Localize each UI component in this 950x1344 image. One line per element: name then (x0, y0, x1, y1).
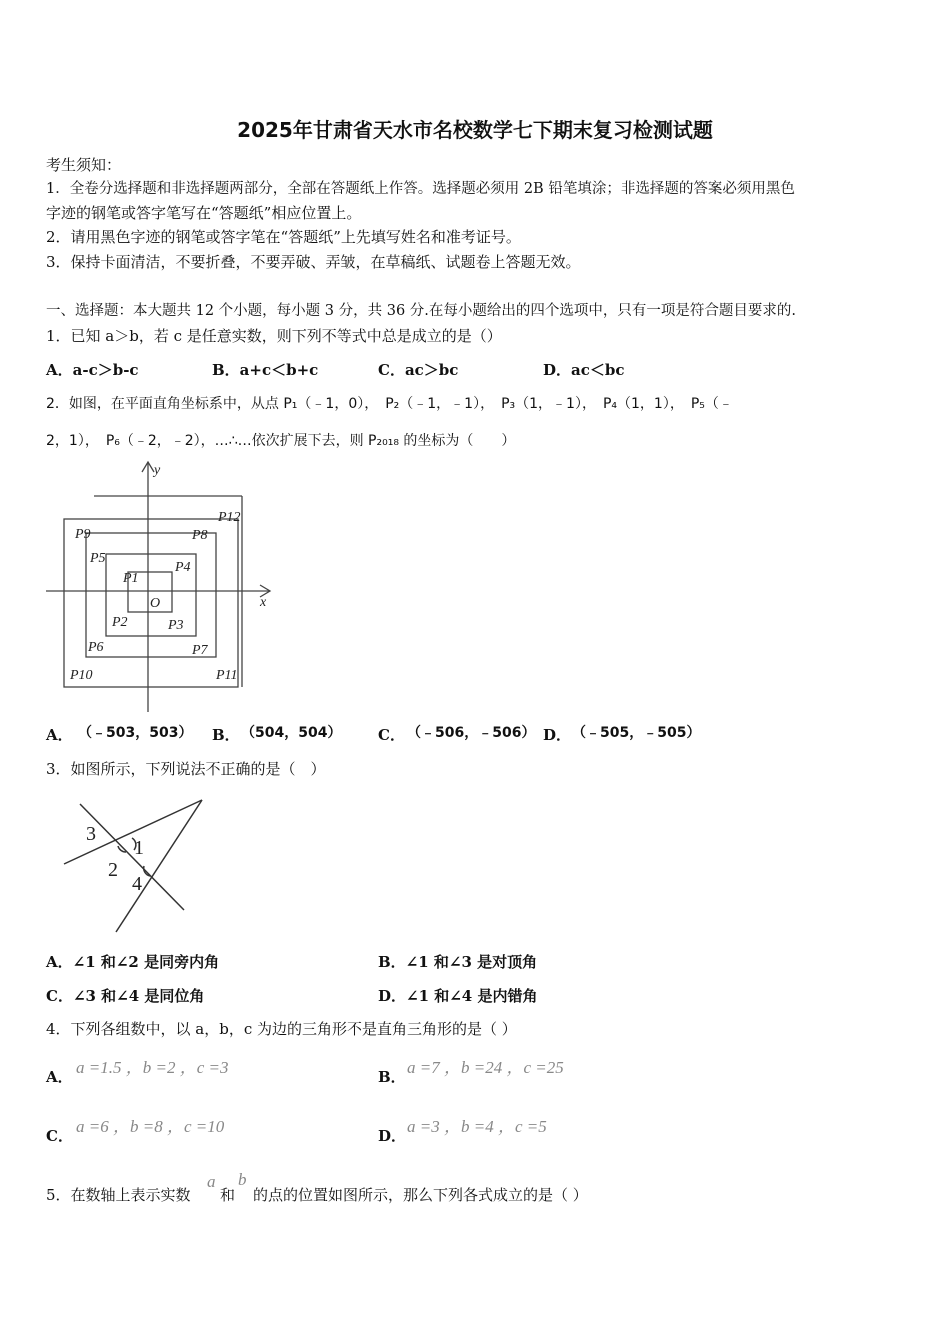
notice-item-1a: 1．全卷分选择题和非选择题两部分，全部在答题纸上作答。选择题必须用 2B 铅笔填涂；非选择题的答案必须用黑色 (46, 181, 795, 197)
q2-option-b: （504，504） (241, 725, 342, 741)
q1-option-c: C．ac＞bc (378, 361, 459, 379)
label-p6: P6 (88, 640, 104, 655)
q5-mid: 和 (220, 1186, 236, 1204)
label-p4: P4 (175, 560, 191, 575)
label-p11: P11 (216, 668, 238, 683)
q4-option-b: a =7 ，b =24 ，c =25 (407, 1058, 564, 1077)
q3-option-a: A．∠1 和∠2 是同旁内角 (46, 953, 220, 971)
q2-option-c-letter: C． (378, 726, 405, 744)
q2-option-d: （﹣505，﹣505） (572, 725, 701, 741)
label-p12: P12 (218, 510, 241, 525)
q1-option-b: B．a+c＜b+c (212, 361, 319, 379)
label-y: y (154, 463, 161, 478)
label-p10: P10 (70, 668, 93, 683)
q2-option-c: （﹣506，﹣506） (407, 725, 536, 741)
angle-label-2: 2 (108, 859, 118, 881)
q5-var-a: a (207, 1172, 216, 1191)
q4-option-d: a =3 ，b =4 ，c =5 (407, 1117, 547, 1136)
label-p7: P7 (192, 643, 208, 658)
page-title: 2025年甘肃省天水市名校数学七下期末复习检测试题 (237, 118, 713, 142)
q4-option-b-letter: B． (378, 1068, 406, 1086)
q5-var-b: b (238, 1170, 247, 1189)
label-p9: P9 (75, 527, 91, 542)
angle-label-3: 3 (86, 823, 96, 845)
q2-option-d-letter: D． (543, 726, 572, 744)
q5-stem-b: 的点的位置如图所示，那么下列各式成立的是（ ） (253, 1186, 588, 1204)
label-p3: P3 (168, 618, 184, 633)
q2-option-a: （﹣503，503） (78, 725, 193, 741)
q4-option-c: a =6 ，b =8 ，c =10 (76, 1117, 225, 1136)
label-p2: P2 (112, 615, 128, 630)
q2-stem-b: 2，1）， P₆（﹣2，﹣2），…∴…依次扩展下去，则 P₂₀₁₈ 的坐标为（ ） (46, 433, 516, 449)
label-p8: P8 (192, 528, 208, 543)
label-p5: P5 (90, 551, 106, 566)
q4-option-a: a =1.5 ，b =2 ，c =3 (76, 1058, 229, 1077)
q4-option-d-letter: D． (378, 1127, 407, 1145)
q2-option-b-letter: B． (212, 726, 240, 744)
q4-option-a-letter: A． (46, 1068, 73, 1086)
q5-stem-a: 5．在数轴上表示实数 (46, 1186, 191, 1204)
q3-option-c: C．∠3 和∠4 是同位角 (46, 987, 205, 1005)
label-origin: O (150, 596, 161, 611)
notice-item-3: 3．保持卡面清洁，不要折叠，不要弄破、弄皱，在草稿纸、试题卷上答题无效。 (46, 253, 581, 271)
q1-option-d: D．ac＜bc (543, 361, 625, 379)
q1-option-a: A．a-c＞b-c (46, 361, 139, 379)
notice-item-1b: 字迹的钢笔或答字笔写在“答题纸”相应位置上。 (46, 204, 362, 222)
q1-stem: 1．已知 a＞b，若 c 是任意实数，则下列不等式中总是成立的是（） (46, 327, 502, 345)
notice-heading: 考生须知： (46, 156, 122, 174)
angle-label-1: 1 (134, 837, 144, 859)
q2-stem-a: 2．如图，在平面直角坐标系中，从点 P₁（﹣1，0）， P₂（﹣1，﹣1）， P₃（1，﹣1）， P₄（1，1）， P₅（﹣ (46, 396, 733, 412)
section-heading: 一、选择题：本大题共 12 个小题，每小题 3 分，共 36 分.在每小题给出的四个选项中，只有一项是符合题目要求的. (46, 303, 796, 319)
q4-option-c-letter: C． (46, 1127, 73, 1145)
q3-option-b: B．∠1 和∠3 是对顶角 (378, 953, 538, 971)
label-x: x (260, 595, 267, 610)
q2-option-a-letter: A． (46, 726, 73, 744)
q4-stem: 4．下列各组数中，以 a，b，c 为边的三角形不是直角三角形的是（ ） (46, 1020, 517, 1038)
q3-option-d: D．∠1 和∠4 是内错角 (378, 987, 538, 1005)
label-p1: P1 (123, 571, 139, 586)
q3-stem: 3．如图所示，下列说法不正确的是（ ） (46, 760, 326, 778)
angle-label-4: 4 (132, 873, 142, 895)
q3-angles-figure (56, 790, 216, 940)
notice-item-2: 2．请用黑色字迹的钢笔或答字笔在“答题纸”上先填写姓名和准考证号。 (46, 228, 521, 246)
q2-spiral-figure (42, 458, 282, 714)
